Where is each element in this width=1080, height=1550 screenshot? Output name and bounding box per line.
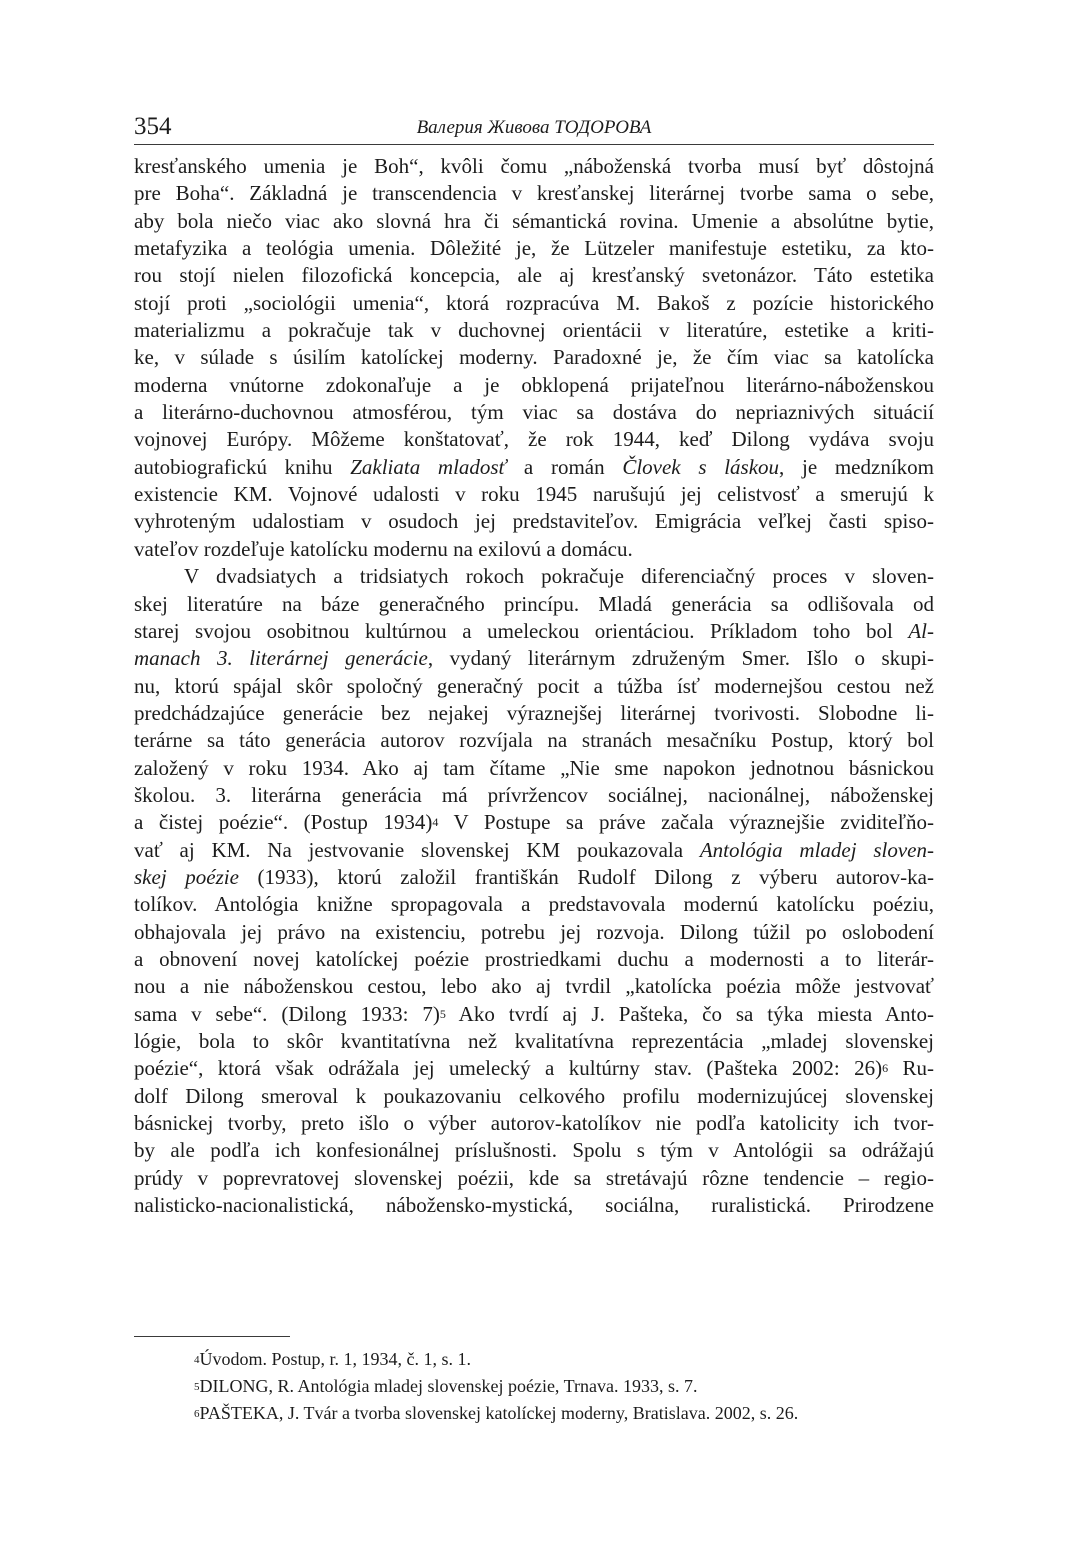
footnote-6 [194, 1400, 954, 1427]
text-line [134, 1055, 934, 1082]
text-run: starej svojou osobitnou kultúrnou a umeleckou orientáciou. Príkladom toho bol [134, 618, 909, 643]
text-line [134, 618, 934, 645]
text-line: moderna vnútorne zdokonaľuje a je obklopená prijateľnou literárno-náboženskou [134, 372, 934, 397]
text-line: stojí proti „sociológii umenia“, ktorá rozpracúva M. Bakoš z pozície historického [134, 290, 934, 315]
text-run: autobiografickú knihu [134, 454, 351, 479]
paragraph-2 [134, 563, 934, 1219]
footnote-text: DILONG, R. Antológia mladej slovenskej poézie, Trnava. 1933, s. 7. [199, 1376, 698, 1396]
text-run: Ru- [888, 1056, 934, 1081]
footnote-number: 5 [194, 1381, 200, 1393]
text-run: (1933), ktorú založil františkán Rudolf Dilong z výberu autorov-ka- [238, 864, 934, 889]
book-title-antologia: skej poézie [134, 864, 239, 889]
text-run: Ako tvrdí aj J. Pašteka, čo sa týka miesta Anto- [445, 1001, 934, 1026]
footnote-ref-5[interactable]: 5 [439, 1006, 446, 1021]
text-line: lógie, bola to skôr kvantitatívna než kvalitatívna reprezentácia „mladej slovenskej [134, 1029, 934, 1053]
text-line: nou a nie náboženskou cestou, lebo ako aj tvrdil „katolícka poézia môže jestvovať [134, 974, 934, 999]
text-run: vať aj KM. Na jestvovanie slovenskej KM poukazovala [134, 837, 700, 862]
text-run: sama v sebe“. (Dilong 1933: 7) [134, 1001, 440, 1026]
text-line: nu, ktorú spájal skôr spoločný generačný pocit a túžba ísť modernejšou cestou než [134, 673, 934, 698]
text-line: a literárno-duchovnou atmosférou, tým viac sa dostáva do nepriaznivých situácií [134, 400, 934, 425]
book-title-almanach: Al- [908, 618, 934, 643]
text-line: by ale podľa ich konfesionálnej príslušnosti. Spolu s tým v Antológii sa odrážajú [134, 1138, 934, 1163]
text-line: vyhroteným udalostiam v osudoch jej predstaviteľov. Emigrácia veľkej časti spiso- [134, 509, 934, 534]
text-run: , je medzníkom [779, 454, 934, 479]
body-text [134, 153, 934, 1219]
footnote-number: 4 [194, 1354, 200, 1366]
text-run: poézie“, ktorá však odrážala jej umelecký a kultúrny stav. (Pašteka 2002: 26) [134, 1056, 883, 1081]
running-head: Валерия Живова ТОДОРОВА [416, 117, 652, 138]
page-number: 354 [134, 113, 172, 140]
text-line: V dvadsiatych a tridsiatych rokoch pokračuje diferenciačný proces v sloven- [184, 564, 934, 589]
footnote-4 [194, 1346, 954, 1373]
text-run: V Postupe sa práve začala výraznejšie zviditeľňo- [438, 810, 934, 835]
text-line [134, 1001, 934, 1028]
text-line: vojnovej Európy. Môžeme konštatovať, že rok 1944, keď Dilong vydáva svoju [134, 427, 934, 452]
footnote-divider [134, 1336, 290, 1337]
book-title-zakliata-mladost: Zakliata mladosť [350, 454, 507, 479]
text-line: terárne sa táto generácia autorov rozvíjala na stranách mesačníku Postup, ktorý bol [134, 728, 934, 753]
text-line: tolíkov. Antológia knižne spropagovala a predstavovala modernú katolícku poéziu, [134, 892, 934, 917]
footnote-text: Úvodom. Postup, r. 1, 1934, č. 1, s. 1. [199, 1349, 472, 1369]
text-line [134, 864, 934, 891]
text-line: založený v roku 1934. Ako aj tam čítame „Nie sme napokon jednotnou básnickou [134, 755, 934, 780]
text-line: metafyzika a teológia umenia. Dôležité je, že Lützeler manifestuje estetiku, za kto- [134, 236, 934, 261]
text-line: ke, v súlade s úsilím katolíckej moderny. Paradoxné je, že čím viac sa katolícka [134, 345, 934, 370]
footnote-5 [194, 1373, 954, 1400]
paragraph-1 [134, 153, 934, 563]
footnote-number: 6 [194, 1408, 200, 1420]
text-line: pre Boha“. Základná je transcendencia v kresťanskej literárnej tvorbe sama o sebe, [134, 181, 934, 206]
text-line: predchádzajúce generácie bez nejakej výraznejšej literárnej tvorivosti. Slobodne li- [134, 700, 934, 725]
text-line: materializmu a pokračuje tak v duchovnej orientácii v literatúre, estetike a kriti- [134, 318, 934, 343]
footnote-ref-6[interactable]: 6 [882, 1061, 889, 1076]
text-line: obhajovala jej právo na existenciu, potrebu jej rozvoja. Dilong túžil po oslobodení [134, 919, 934, 944]
page-header [134, 112, 934, 145]
text-run: a čistej poézie“. (Postup 1934) [134, 810, 433, 835]
text-line: aby bola niečo viac ako slovná hra či sémantická rovina. Umenie a absolútne bytie, [134, 208, 934, 233]
text-line: dolf Dilong smeroval k poukazovaniu celkového profilu modernizujúcej slovenskej [134, 1083, 934, 1108]
text-line: rou stojí nielen filozofická koncepcia, ale aj kresťanský svetonázor. Táto estetika [134, 263, 934, 288]
text-run: a román [506, 454, 623, 479]
text-line [134, 837, 934, 864]
footnote-ref-4[interactable]: 4 [432, 815, 439, 830]
book-title-clovek-s-laskou: Človek s láskou [622, 454, 780, 479]
text-line [134, 454, 934, 481]
text-line: nalisticko-nacionalistická, nábožensko-mystická, sociálna, ruralistická. Prirodzene [134, 1193, 934, 1218]
text-line: kresťanského umenia je Boh“, kvôli čomu „náboženská tvorba musí byť dôstojná [134, 154, 934, 178]
text-line: a obnovení novej katolíckej poézie prostriedkami duchu a modernosti a to literár- [134, 946, 934, 971]
footnotes [194, 1346, 954, 1427]
text-line [134, 645, 934, 672]
text-run: , vydaný literárnym združeným Smer. Išlo o skupi- [427, 646, 934, 671]
text-line: básnickej tvorby, preto išlo o výber autorov-katolíkov nie podľa katolicity ich tvor- [134, 1111, 934, 1136]
text-line: vateľov rozdeľuje katolícku modernu na exilovú a domácu. [134, 536, 633, 561]
text-line [134, 809, 934, 836]
book-title-almanach: manach 3. literárnej generácie [134, 646, 428, 671]
text-line: skej literatúre na báze generačného princípu. Mladá generácia sa odlišovala od [134, 591, 934, 616]
book-title-antologia: Antológia mladej sloven- [699, 837, 934, 862]
text-line: prúdy v poprevratovej slovenskej poézii, kde sa stretávajú rôzne tendencie – regio- [134, 1165, 934, 1190]
footnote-text: PAŠTEKA, J. Tvár a tvorba slovenskej katolíckej moderny, Bratislava. 2002, s. 26. [199, 1403, 799, 1423]
text-line: existencie KM. Vojnové udalosti v roku 1945 narušujú jej celistvosť a smerujú k [134, 482, 934, 507]
text-line: školou. 3. literárna generácia má prívržencov sociálnej, nacionálnej, náboženskej [134, 782, 934, 807]
